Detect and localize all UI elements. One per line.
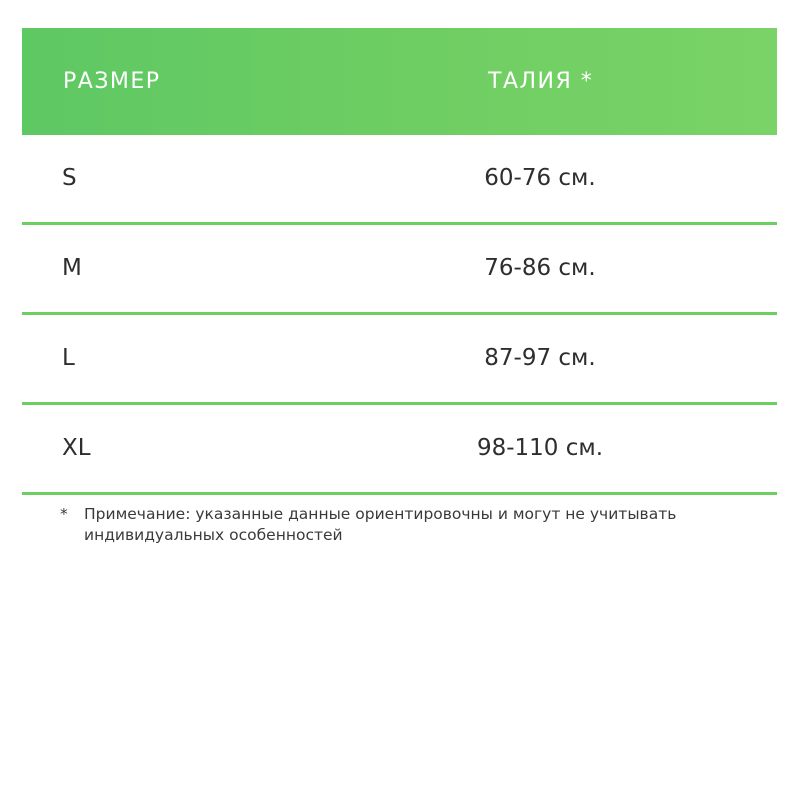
- waist-cell: 98-110 см.: [476, 435, 604, 461]
- table-header: [22, 28, 777, 135]
- size-cell: XL: [62, 435, 91, 461]
- table-row: [22, 405, 777, 495]
- size-cell: L: [62, 345, 75, 371]
- footnote-asterisk: *: [60, 505, 68, 523]
- size-table: [22, 28, 777, 495]
- footnote: [60, 504, 760, 546]
- size-cell: M: [62, 255, 82, 281]
- size-cell: S: [62, 165, 77, 191]
- table-row: [22, 135, 777, 225]
- column-header-size: РАЗМЕР: [63, 69, 161, 94]
- waist-cell: 76-86 см.: [484, 255, 596, 281]
- waist-cell: 87-97 см.: [484, 345, 596, 371]
- column-header-waist: ТАЛИЯ *: [488, 69, 594, 94]
- footnote-text: Примечание: указанные данные ориентировочны и могут не учитывать индивидуальных особенностей: [84, 505, 677, 544]
- waist-cell: 60-76 см.: [484, 165, 596, 191]
- table-row: [22, 225, 777, 315]
- table-row: [22, 315, 777, 405]
